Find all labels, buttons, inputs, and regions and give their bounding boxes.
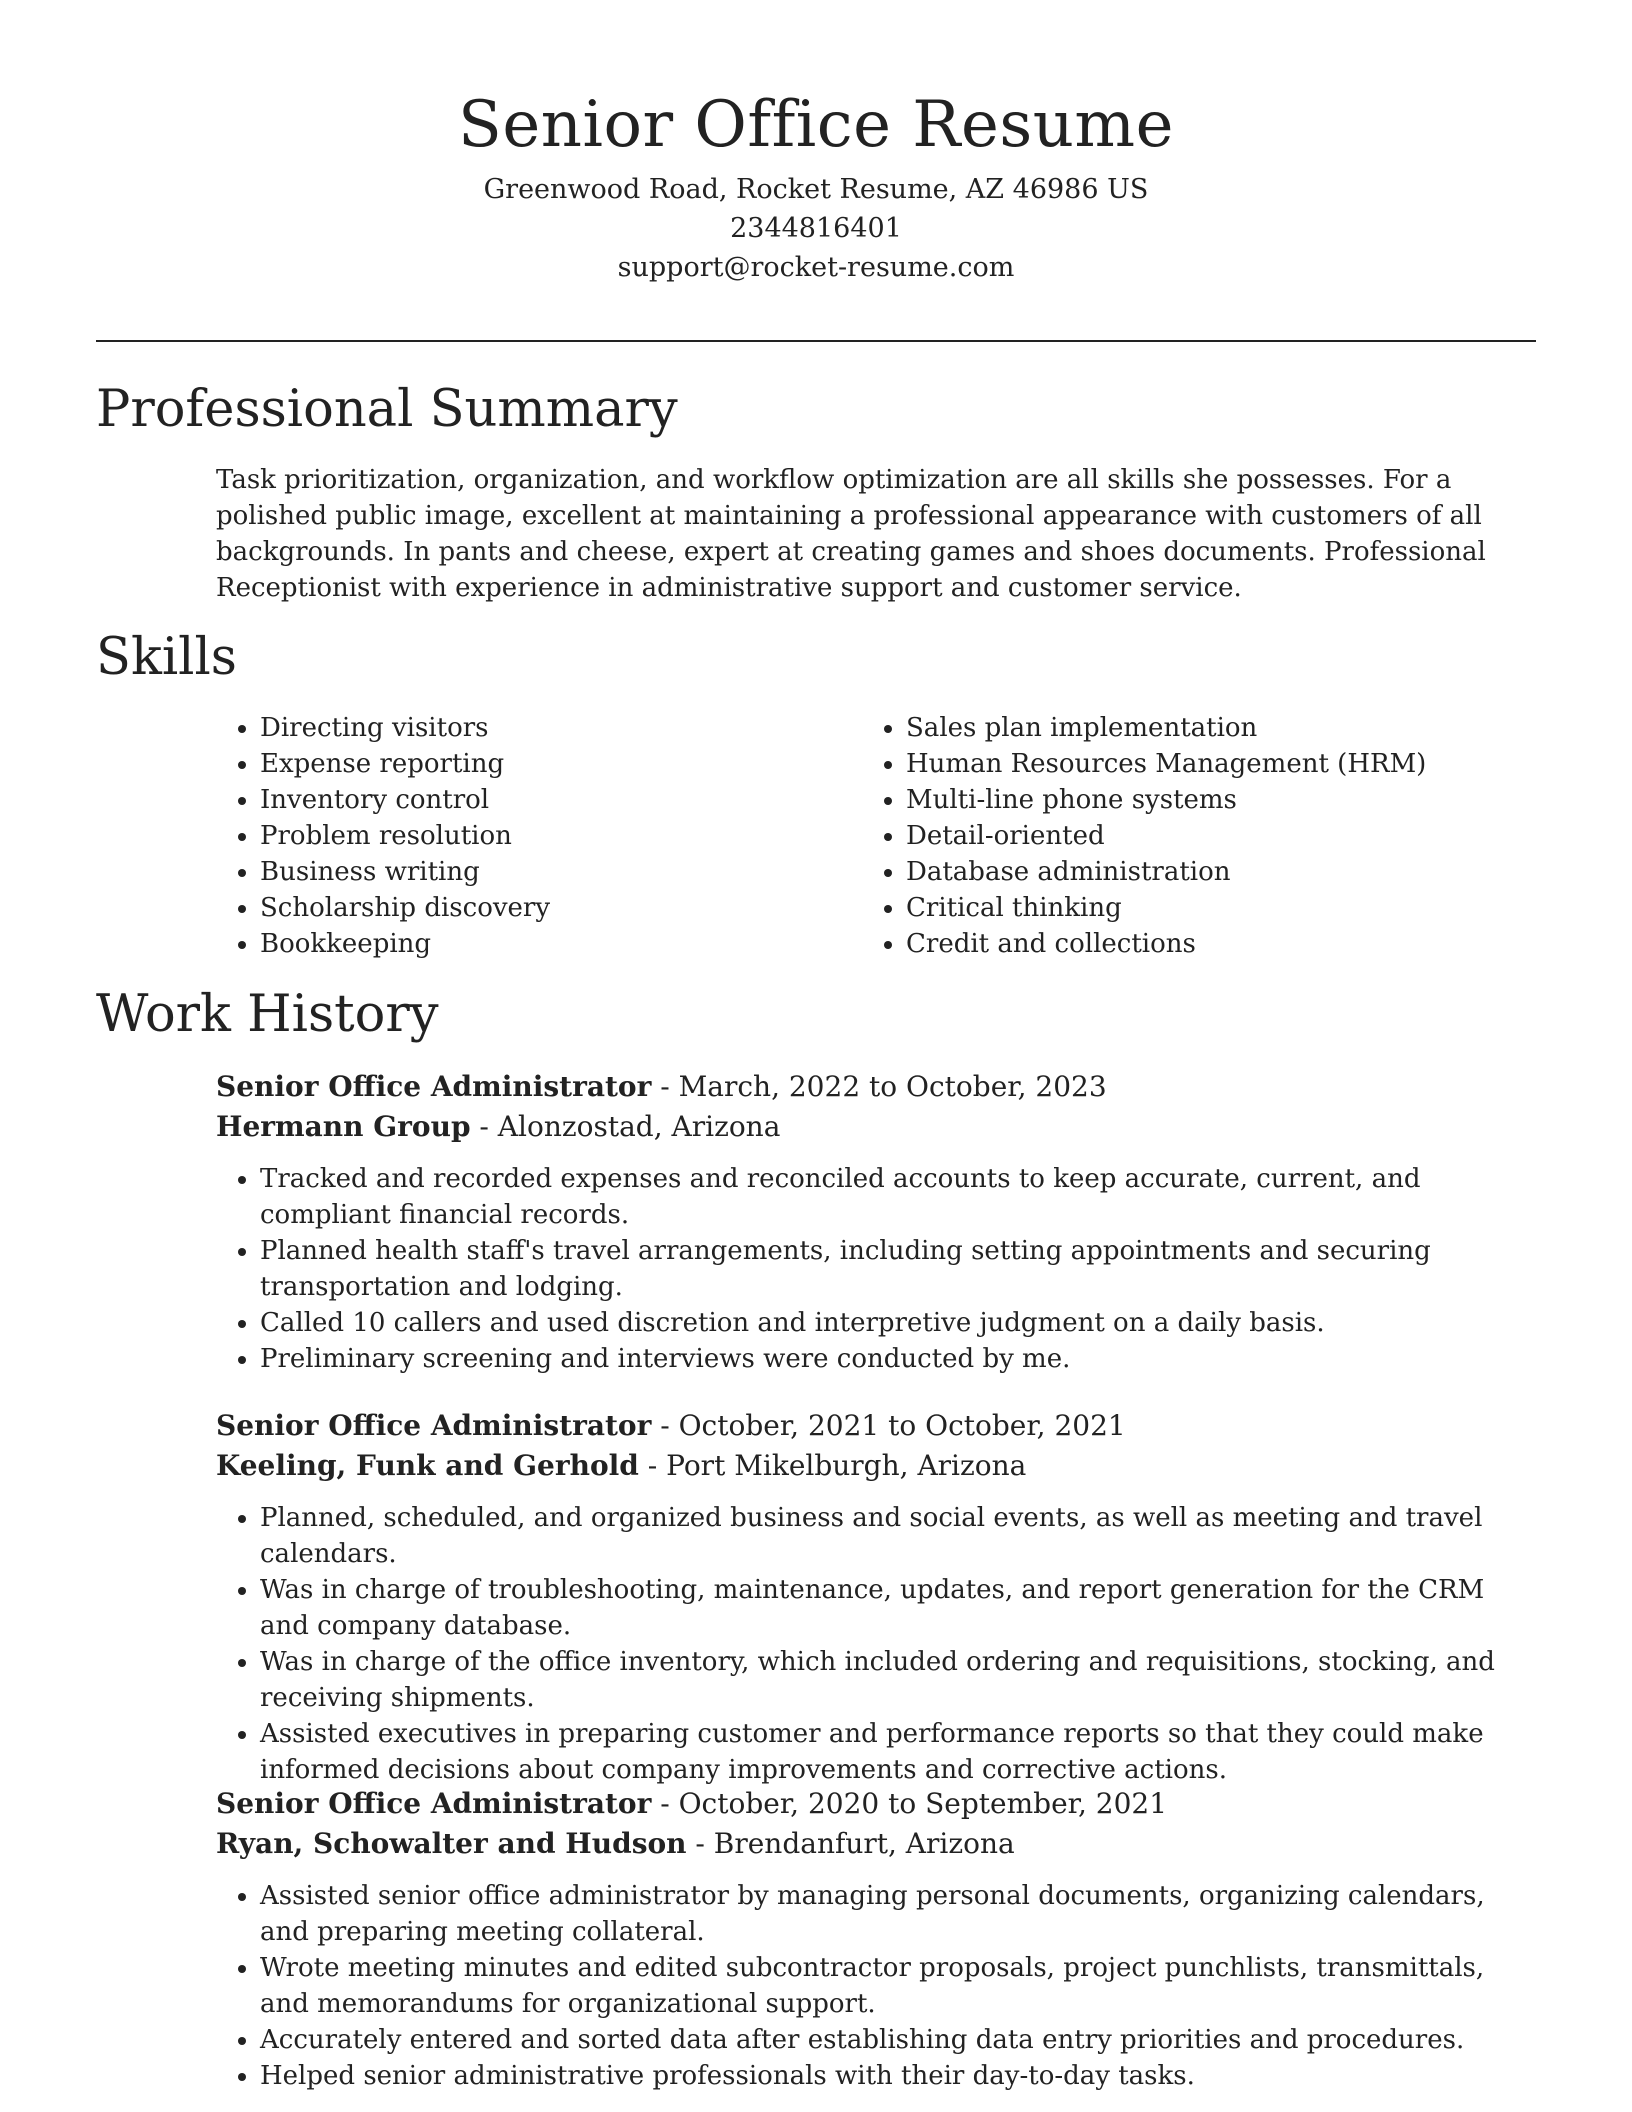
job-duty: • Was in charge of troubleshooting, maintenance, updates, and report generation for the CRM and company database. bbox=[260, 1572, 1536, 1644]
skills-heading: Skills bbox=[96, 628, 237, 687]
job-location: - Alonzostad, Arizona bbox=[470, 1110, 781, 1143]
job-duties bbox=[216, 1161, 1536, 1377]
job-duties bbox=[216, 1878, 1536, 2094]
skill-item: • Critical thinking bbox=[906, 890, 1546, 926]
skill-item: • Human Resources Management (HRM) bbox=[906, 746, 1546, 782]
job-entry bbox=[216, 1784, 1536, 2094]
skill-item: • Business writing bbox=[260, 854, 860, 890]
resume-header bbox=[96, 80, 1536, 287]
summary-heading: Professional Summary bbox=[96, 380, 678, 439]
job-dates: - October, 2020 to September, 2021 bbox=[651, 1787, 1168, 1820]
job-company: Hermann Group bbox=[216, 1110, 471, 1143]
skill-item: • Directing visitors bbox=[260, 710, 860, 746]
job-role: Senior Office Administrator bbox=[216, 1787, 652, 1820]
job-duty: • Was in charge of the office inventory, which included ordering and requisitions, stocking, and receiving shipments. bbox=[260, 1644, 1536, 1716]
job-location: - Port Mikelburgh, Arizona bbox=[638, 1449, 1027, 1482]
job-role: Senior Office Administrator bbox=[216, 1070, 652, 1103]
skill-item: • Scholarship discovery bbox=[260, 890, 860, 926]
contact-address: Greenwood Road, Rocket Resume, AZ 46986 US bbox=[483, 174, 1149, 205]
job-duty: • Accurately entered and sorted data after establishing data entry priorities and procedures. bbox=[260, 2022, 1536, 2058]
job-duty: • Wrote meeting minutes and edited subcontractor proposals, project punchlists, transmittals, and memorandums for organizational support. bbox=[260, 1950, 1536, 2022]
job-duty: • Assisted executives in preparing customer and performance reports so that they could make informed decisions about company improvements and corrective actions. bbox=[260, 1716, 1536, 1788]
job-duty: • Helped senior administrative professionals with their day-to-day tasks. bbox=[260, 2058, 1536, 2094]
job-duty: • Assisted senior office administrator by managing personal documents, organizing calendars, and preparing meeting collateral. bbox=[260, 1878, 1536, 1950]
skill-item: • Problem resolution bbox=[260, 818, 860, 854]
job-title-line bbox=[216, 1067, 1536, 1107]
job-company-line bbox=[216, 1446, 1536, 1486]
job-entry bbox=[216, 1406, 1536, 1788]
job-title-line bbox=[216, 1784, 1536, 1824]
contact-email: support@rocket-resume.com bbox=[617, 252, 1015, 283]
skills-list-left bbox=[216, 710, 860, 962]
job-duty: • Called 10 callers and used discretion and interpretive judgment on a daily basis. bbox=[260, 1305, 1536, 1341]
job-duties bbox=[216, 1500, 1536, 1788]
job-entry bbox=[216, 1067, 1536, 1377]
job-company-line bbox=[216, 1107, 1536, 1147]
job-duty: • Planned, scheduled, and organized business and social events, as well as meeting and travel calendars. bbox=[260, 1500, 1536, 1572]
skills-list-right bbox=[862, 710, 1546, 962]
job-duty: • Preliminary screening and interviews were conducted by me. bbox=[260, 1341, 1536, 1377]
job-location: - Brendanfurt, Arizona bbox=[686, 1827, 1015, 1860]
summary-text: Task prioritization, organization, and workflow optimization are all skills she possesses. For a polished public image, excellent at maintaining a professional appearance with customers of all backgrounds. In pants and cheese, expert at creating games and shoes documents. Professional Receptionist with experience in administrative support and customer service. bbox=[216, 465, 1486, 603]
job-role: Senior Office Administrator bbox=[216, 1409, 652, 1442]
job-company: Ryan, Schowalter and Hudson bbox=[216, 1827, 687, 1860]
header-divider bbox=[96, 340, 1536, 342]
job-company-line bbox=[216, 1824, 1536, 1864]
job-dates: - October, 2021 to October, 2021 bbox=[651, 1409, 1126, 1442]
skill-item: • Inventory control bbox=[260, 782, 860, 818]
skill-item: • Expense reporting bbox=[260, 746, 860, 782]
candidate-name: Senior Office Resume bbox=[458, 88, 1174, 162]
work-history-heading: Work History bbox=[96, 985, 439, 1044]
skill-item: • Credit and collections bbox=[906, 926, 1546, 962]
skill-item: • Sales plan implementation bbox=[906, 710, 1546, 746]
job-title-line bbox=[216, 1406, 1536, 1446]
job-dates: - March, 2022 to October, 2023 bbox=[651, 1070, 1107, 1103]
job-duty: • Tracked and recorded expenses and reconciled accounts to keep accurate, current, and compliant financial records. bbox=[260, 1161, 1536, 1233]
skill-item: • Detail-oriented bbox=[906, 818, 1546, 854]
job-duty: • Planned health staff's travel arrangements, including setting appointments and securing transportation and lodging. bbox=[260, 1233, 1536, 1305]
job-company: Keeling, Funk and Gerhold bbox=[216, 1449, 639, 1482]
contact-phone: 2344816401 bbox=[730, 213, 902, 244]
skill-item: • Multi-line phone systems bbox=[906, 782, 1546, 818]
skill-item: • Database administration bbox=[906, 854, 1546, 890]
skill-item: • Bookkeeping bbox=[260, 926, 860, 962]
